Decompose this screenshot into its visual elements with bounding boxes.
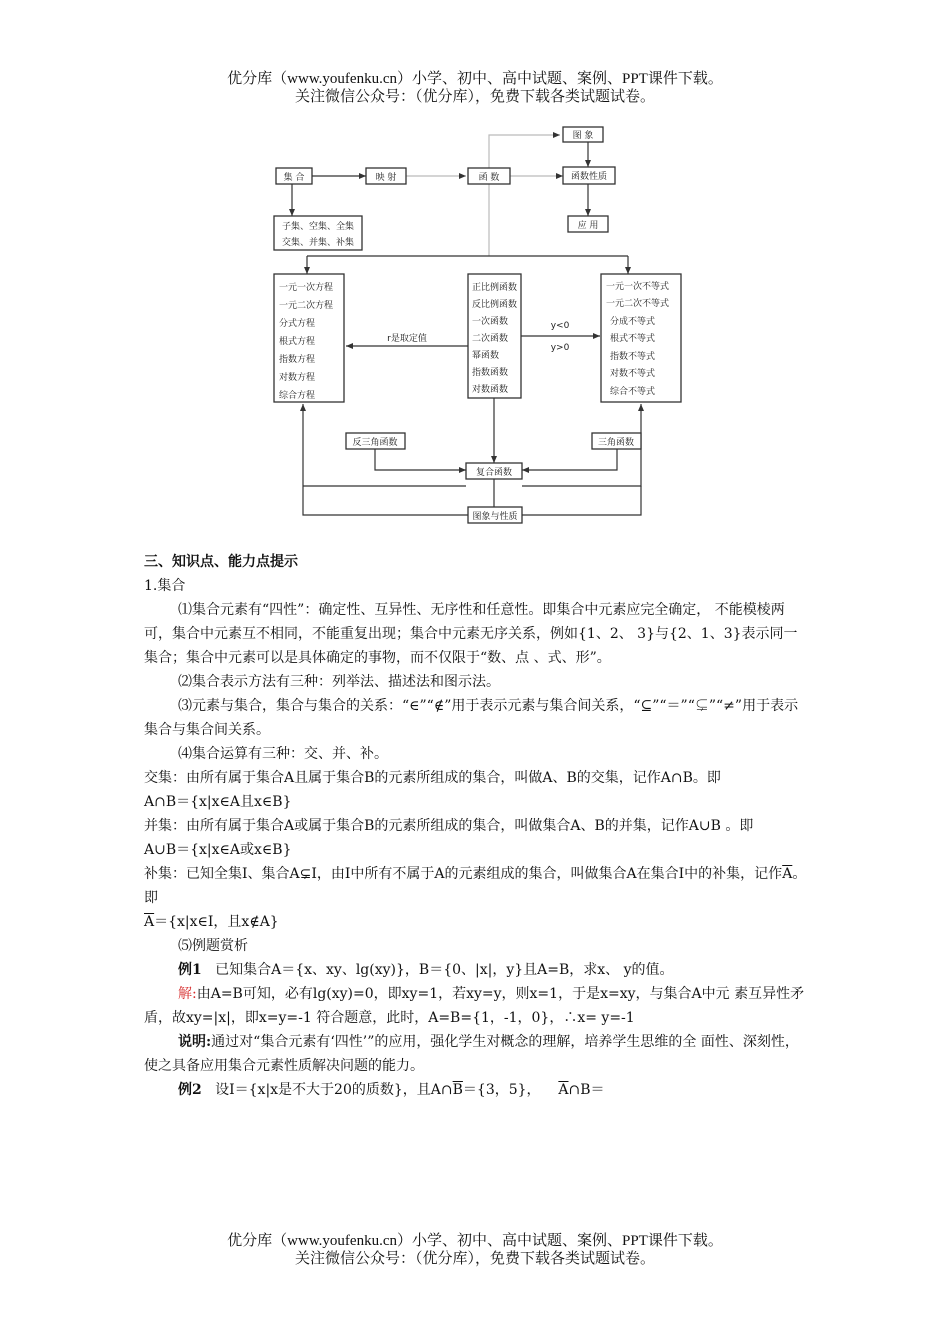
node-subsets-line2: 交集、并集、补集 xyxy=(281,238,355,248)
example-2-symbol-b: $\overline{B}$ xyxy=(452,1082,463,1098)
page-footer-line1: 优分库（www.youfenku.cn）小学、初中、高中试题、案例、PPT课件下载。 xyxy=(227,1233,723,1249)
node-mapping-label: 映 射 xyxy=(375,173,397,183)
arrowhead-composite-left xyxy=(459,467,466,473)
node-func-props-label: 函数性质 xyxy=(570,172,608,182)
note-label: 说明: xyxy=(178,1034,212,1050)
example-2-text-a: 设I＝{x|x是不大于20的质数}，且A∩ xyxy=(215,1082,453,1098)
note-text: 通过对“集合元素有‘四性’”的应用，强化学生对概念的理解，培养学生思维的全 面性、深刻性，使之具备应用集合元素性质解决问题的能力。 xyxy=(144,1034,799,1074)
arrowhead-inequalities xyxy=(625,267,631,274)
equation-item: 一元一次方程 xyxy=(279,283,334,293)
arrowhead-y xyxy=(593,333,600,339)
inequality-item: 根式不等式 xyxy=(610,334,656,344)
paragraph-intersection: 交集：由所有属于集合A且属于集合B的元素所组成的集合，叫做A、B的交集，记作A∩B。即 xyxy=(144,770,721,786)
example-2-symbol-a: $\overline{A}$ xyxy=(558,1082,569,1098)
arrowhead-mapping xyxy=(359,173,366,179)
edge-left-to-graphprops xyxy=(303,486,468,515)
edge-invtrig-to-composite xyxy=(375,449,466,470)
example-1 xyxy=(144,958,809,982)
arrowhead-composite xyxy=(491,456,497,463)
example-2-label: 例2 xyxy=(178,1082,202,1098)
example-1-label: 例1 xyxy=(178,962,202,978)
complement-symbol: $\overline{A}$ xyxy=(782,866,793,882)
inequality-item: 指数不等式 xyxy=(610,352,656,362)
complement-symbol: $\overline{A}$ xyxy=(144,914,155,930)
solution-1 xyxy=(144,982,809,1030)
complement-tail: 。即 xyxy=(144,866,807,906)
node-inverse-trig-label: 反三角函数 xyxy=(352,438,398,448)
edge-trig-to-composite xyxy=(522,449,617,470)
paragraph-representation: ⑵集合表示方法有三种：列举法、描述法和图示法。 xyxy=(178,674,500,690)
arrowhead-composite-right xyxy=(522,467,529,473)
page-header-line1: 优分库（www.youfenku.cn）小学、初中、高中试题、案例、PPT课件下载。 xyxy=(227,71,723,87)
formula-union: A∪B＝{x|x∈A或x∈B} xyxy=(144,842,292,858)
solution-label: 解: xyxy=(178,986,197,1002)
function-item: 对数函数 xyxy=(472,385,509,395)
section-title: 三、知识点、能力点提示 xyxy=(144,554,298,570)
paragraph-four-properties: ⑴集合元素有“四性”：确定性、互异性、无序性和任意性。即集合中元素应完全确定， 不能模棱两可，集合中元素互不相同，不能重复出现；集合中元素无序关系，例如{1、2、 3}与{2、1、3}表示同一集合；集合中元素可以是具体确定的事物，而不仅限于“数、点 、式、形”。 xyxy=(144,602,798,666)
equation-item: 对数方程 xyxy=(279,373,316,383)
node-function-label: 函 数 xyxy=(478,173,500,183)
equation-item: 一元二次方程 xyxy=(279,301,334,311)
complement-text: 补集：已知全集I、集合A⊊I，由I中所有不属于A的元素组成的集合，叫做集合A在集合I中的补集，记作 xyxy=(144,866,783,882)
node-graph-label: 图 象 xyxy=(572,131,594,141)
node-graph-props-label: 图象与性质 xyxy=(472,512,518,522)
arrowhead-function xyxy=(459,173,466,179)
edge-label-y-lt-0: y<0 xyxy=(550,321,570,331)
knowledge-structure-diagram xyxy=(0,0,950,540)
function-item: 二次函数 xyxy=(472,334,509,344)
edge-right-to-graphprops xyxy=(522,486,641,515)
edge-label-y-gt-0: y>0 xyxy=(550,343,570,353)
function-item: 幂函数 xyxy=(472,351,500,361)
inequality-item: 综合不等式 xyxy=(610,387,656,397)
subsection-sets: 1.集合 xyxy=(144,578,186,594)
solution-text: 由A=B可知，必有lg(xy)=0，即xy=1，若xy=y，则x=1，于是x=xy，与集合A中元 素互异性矛盾，故xy=|x|，即x=y=-1 符合题意，此时，A=B={1，-1，0}，∴x= y=-1 xyxy=(144,986,805,1026)
inequality-item: 一元一次不等式 xyxy=(606,282,670,292)
equation-item: 根式方程 xyxy=(279,337,316,347)
edge-function-to-graph xyxy=(489,135,560,168)
formula-complement xyxy=(144,910,809,934)
arrowhead-r-fixed xyxy=(346,343,353,349)
node-trig-label: 三角函数 xyxy=(597,438,635,448)
arrowhead-equations xyxy=(304,267,310,274)
paragraph-examples-heading: ⑸例题赏析 xyxy=(178,938,248,954)
arrowhead-inequalities-up xyxy=(638,404,644,411)
equation-item: 指数方程 xyxy=(279,355,316,365)
paragraph-complement xyxy=(144,862,809,910)
equation-item: 综合方程 xyxy=(279,391,316,401)
arrowhead-subsets xyxy=(289,209,295,216)
arrowhead-equations-up xyxy=(300,404,306,411)
paragraph-relations: ⑶元素与集合，集合与集合的关系：“∈”“∉”用于表示元素与集合间关系，“⊆”“＝”“⊊”“≠”用于表示集合与集合间关系。 xyxy=(144,698,799,738)
node-subsets-line1: 子集、空集、全集 xyxy=(281,222,355,232)
paragraph-operations: ⑷集合运算有三种：交、并、补。 xyxy=(178,746,388,762)
example-1-text: 已知集合A＝{x、xy、lg(xy)}，B＝{0、|x|，y}且A=B，求x、 y的值。 xyxy=(215,962,674,978)
function-item: 正比例函数 xyxy=(472,283,518,293)
function-item: 指数函数 xyxy=(472,368,509,378)
arrowhead-application xyxy=(585,209,591,216)
inequality-item: 对数不等式 xyxy=(610,369,656,379)
paragraph-union: 并集：由所有属于集合A或属于集合B的元素所组成的集合，叫做集合A、B的并集，记作A∪B 。即 xyxy=(144,818,754,834)
example-2-text-b: ＝{3，5}， xyxy=(462,1082,541,1098)
knowledge-points-section xyxy=(144,550,809,1102)
node-set-label: 集 合 xyxy=(283,173,305,183)
formula-complement-text: ＝{x|x∈I，且x∉A} xyxy=(154,914,279,930)
formula-intersection: A∩B＝{x|x∈A且x∈B} xyxy=(144,794,292,810)
function-item: 反比例函数 xyxy=(472,300,518,310)
note-1 xyxy=(144,1030,809,1078)
example-2-text-c: ∩B＝ xyxy=(568,1082,605,1098)
node-composite-label: 复合函数 xyxy=(475,468,513,478)
arrowhead-props-down xyxy=(585,160,591,167)
example-2 xyxy=(144,1078,809,1102)
arrowhead-props xyxy=(556,173,563,179)
page-footer-line2: 关注微信公众号：（优分库），免费下载各类试题试卷。 xyxy=(294,1251,655,1267)
page-header-line2: 关注微信公众号：（优分库），免费下载各类试题试卷。 xyxy=(294,89,655,105)
edge-label-r-fixed: r是取定值 xyxy=(387,334,427,344)
arrowhead-graph xyxy=(553,132,560,138)
node-application-label: 应 用 xyxy=(577,221,599,231)
equation-item: 分式方程 xyxy=(279,319,316,329)
inequality-item: 分成不等式 xyxy=(610,317,656,327)
inequality-item: 一元二次不等式 xyxy=(606,299,670,309)
function-item: 一次函数 xyxy=(472,317,509,327)
